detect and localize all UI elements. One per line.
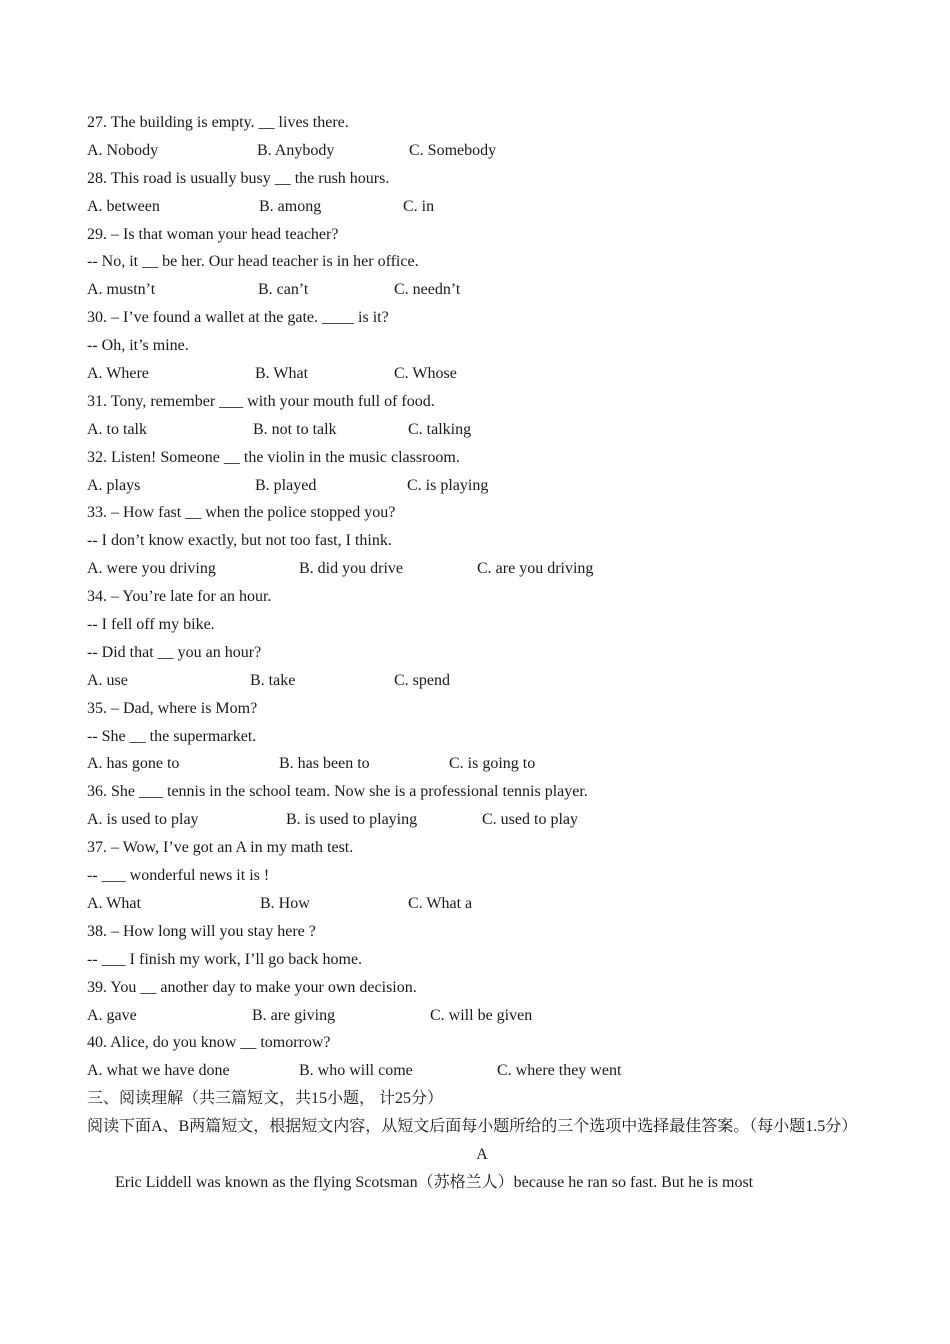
option-b: B. is used to playing — [286, 811, 418, 829]
question-33-line-2: -- I don’t know exactly, but not too fast, I think. — [87, 532, 392, 550]
option-a: A. to talk — [87, 420, 147, 438]
question-34-line-2: -- I fell off my bike. — [87, 616, 215, 634]
options-33 — [87, 555, 877, 583]
question-37: 37. – Wow, I’ve got an A in my math test. — [87, 839, 354, 857]
question-39: 39. You __ another day to make your own decision. — [87, 978, 417, 996]
question-40: 40. Alice, do you know __ tomorrow? — [87, 1034, 331, 1052]
option-a: A. What — [87, 894, 141, 912]
section-heading: 三、阅读理解（共三篇短文，共15小题， 计25分） — [87, 1090, 444, 1108]
option-a: A. what we have done — [87, 1062, 230, 1080]
option-a: A. mustn’t — [87, 281, 156, 299]
option-c: C. is playing — [407, 476, 489, 494]
option-c: C. where they went — [497, 1062, 622, 1080]
option-b: B. among — [259, 197, 322, 215]
options-29 — [87, 276, 877, 304]
section-instruction: 阅读下面A、B两篇短文，根据短文内容，从短文后面每小题所给的三个选项中选择最佳答案。（每小题1.5分） — [87, 1118, 858, 1136]
question-38-line-2: -- ___ I finish my work, I’ll go back home. — [87, 950, 363, 968]
option-b: B. not to talk — [253, 420, 337, 438]
option-b: B. who will come — [299, 1062, 413, 1080]
option-b: B. How — [260, 894, 310, 912]
option-c: C. talking — [408, 420, 472, 438]
option-c: C. Somebody — [409, 141, 497, 159]
options-34 — [87, 667, 877, 695]
option-b: B. take — [250, 671, 296, 689]
question-35-line-2: -- She __ the supermarket. — [87, 727, 257, 745]
options-31 — [87, 416, 877, 444]
option-c: C. needn’t — [394, 281, 461, 299]
option-b: B. can’t — [258, 281, 309, 299]
option-c: C. What a — [408, 894, 473, 912]
question-30: 30. – I’ve found a wallet at the gate. ____ is it? — [87, 309, 389, 327]
question-34: 34. – You’re late for an hour. — [87, 588, 272, 606]
question-38: 38. – How long will you stay here ? — [87, 922, 316, 940]
option-c: C. is going to — [449, 755, 536, 773]
option-a: A. Where — [87, 365, 149, 383]
option-c: C. in — [403, 197, 435, 215]
options-36 — [87, 806, 877, 834]
option-a: A. were you driving — [87, 560, 216, 578]
option-b: B. did you drive — [299, 560, 403, 578]
question-list — [87, 109, 877, 1197]
question-28: 28. This road is usually busy __ the rush hours. — [87, 169, 390, 187]
option-a: A. between — [87, 197, 160, 215]
options-27 — [87, 137, 877, 165]
passage-label: A — [476, 1145, 488, 1163]
option-c: C. are you driving — [477, 560, 594, 578]
options-35 — [87, 750, 877, 778]
options-40 — [87, 1057, 877, 1085]
question-29-line-2: -- No, it __ be her. Our head teacher is in her office. — [87, 253, 419, 271]
option-a: A. is used to play — [87, 811, 199, 829]
options-28 — [87, 193, 877, 221]
question-35: 35. – Dad, where is Mom? — [87, 699, 258, 717]
options-37 — [87, 890, 877, 918]
option-a: A. Nobody — [87, 141, 159, 159]
option-c: C. Whose — [394, 365, 457, 383]
option-c: C. spend — [394, 671, 450, 689]
options-30 — [87, 360, 877, 388]
question-32: 32. Listen! Someone __ the violin in the music classroom. — [87, 448, 460, 466]
question-27: 27. The building is empty. __ lives there. — [87, 114, 349, 131]
question-37-line-2: -- ___ wonderful news it is ! — [87, 867, 270, 885]
options-32 — [87, 472, 877, 500]
option-b: B. played — [255, 476, 317, 494]
option-b: B. Anybody — [257, 141, 335, 159]
option-b: B. are giving — [252, 1006, 336, 1024]
option-c: C. used to play — [482, 811, 578, 829]
option-a: A. gave — [87, 1006, 137, 1024]
question-30-line-2: -- Oh, it’s mine. — [87, 337, 189, 355]
question-33: 33. – How fast __ when the police stopped you? — [87, 504, 396, 522]
option-b: B. has been to — [279, 755, 370, 773]
option-a: A. use — [87, 671, 128, 689]
option-a: A. has gone to — [87, 755, 180, 773]
question-34-line-3: -- Did that __ you an hour? — [87, 643, 262, 661]
option-a: A. plays — [87, 476, 141, 494]
question-36: 36. She ___ tennis in the school team. Now she is a professional tennis player. — [87, 783, 588, 801]
options-39 — [87, 1002, 877, 1030]
option-c: C. will be given — [430, 1006, 533, 1024]
option-b: B. What — [255, 365, 309, 383]
passage-text: Eric Liddell was known as the flying Scotsman（苏格兰人）because he ran so fast. But he is most — [115, 1173, 754, 1191]
question-29: 29. – Is that woman your head teacher? — [87, 225, 339, 243]
question-31: 31. Tony, remember ___ with your mouth full of food. — [87, 392, 435, 410]
